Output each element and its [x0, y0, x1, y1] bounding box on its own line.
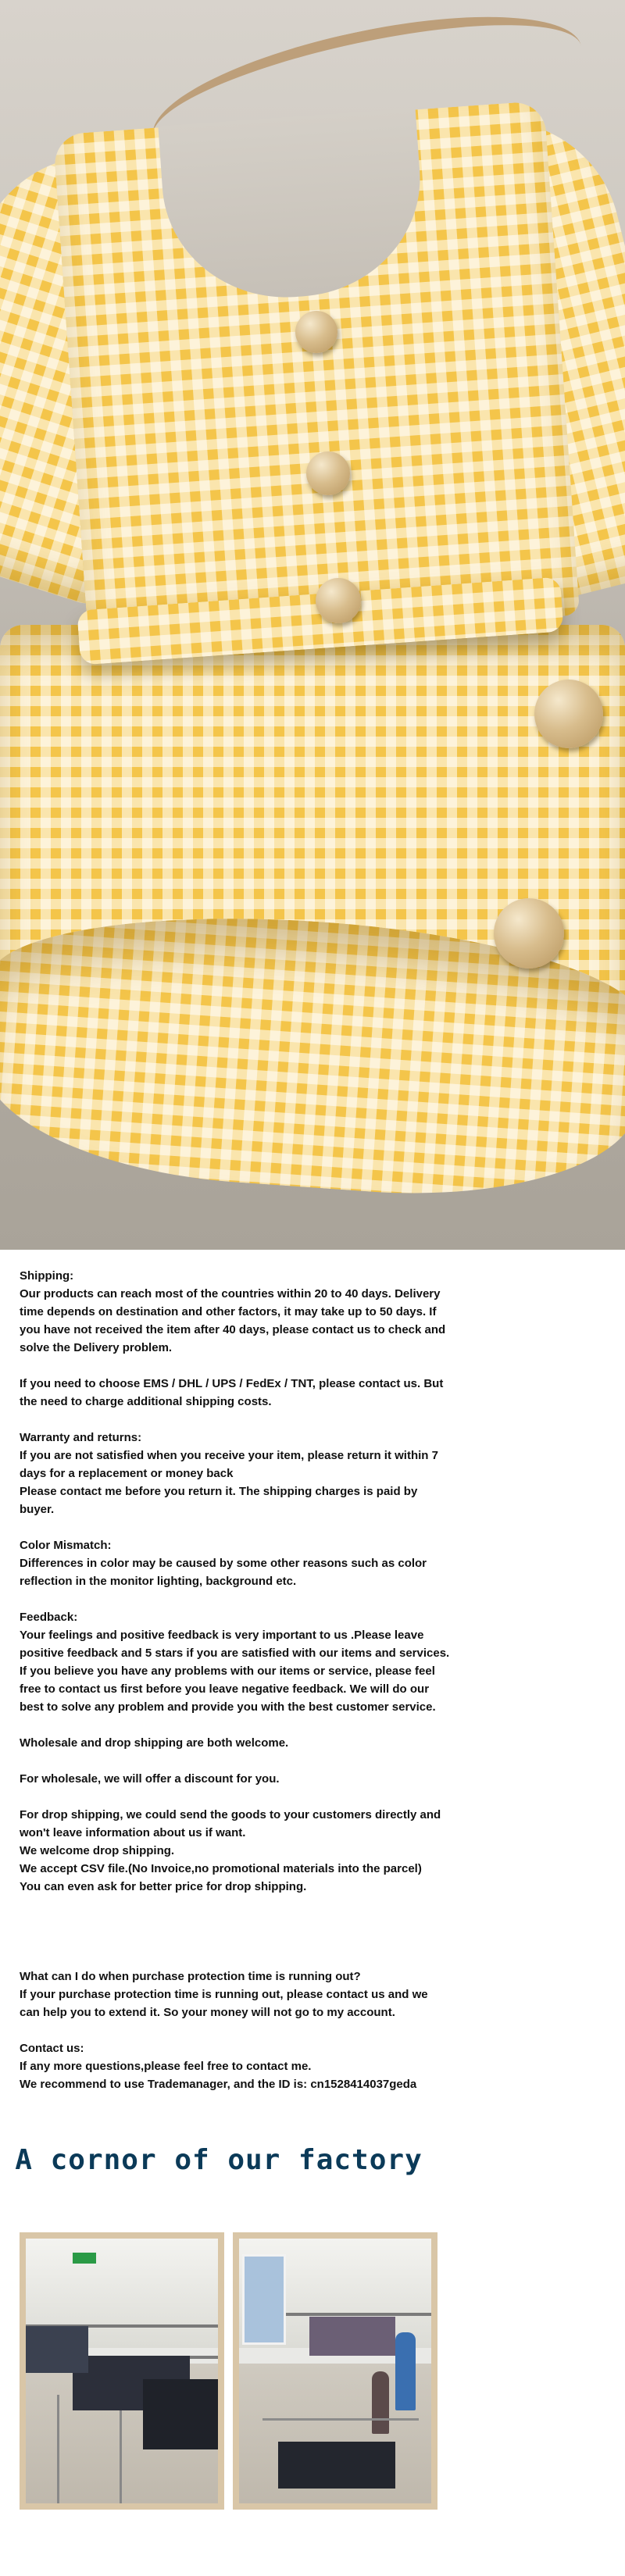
drop-shipping-text-4: You can even ask for better price for drop shipping. — [20, 1880, 307, 1893]
skirt-button-icon — [534, 680, 603, 748]
warranty-text-1: If you are not satisfied when you receive your item, please return it within 7 days for a replacement or money back — [20, 1449, 438, 1480]
contact-heading: Contact us: — [20, 2042, 84, 2055]
warranty-heading: Warranty and returns: — [20, 1431, 142, 1444]
feedback-text: Your feelings and positive feedback is very important to us .Please leave positive feedback and 5 stars if you are satisfied with our items and services. If you believe you have any problems with our items or service, please feel free to contact us first before you leave negative feedback. We will do our best to solve any problem and provide you with the best customer service. — [20, 1629, 450, 1714]
product-photo — [0, 0, 625, 1250]
blouse-button-icon — [316, 578, 361, 623]
shipping-text: Our products can reach most of the countries within 20 to 40 days. Delivery time depends on destination and other factors, it may take up to 50 days. If you have not received the item after 40 days, please contact us to check and solve the Delivery problem. — [20, 1287, 446, 1354]
blouse-button-icon — [295, 311, 338, 353]
factory-clothing-racks-photo — [20, 2232, 224, 2510]
feedback-heading: Feedback: — [20, 1611, 78, 1624]
color-mismatch-heading: Color Mismatch: — [20, 1539, 112, 1552]
factory-title: A cornor of our factory — [15, 2144, 423, 2176]
shipping-heading: Shipping: — [20, 1269, 74, 1283]
contact-text-1: If any more questions,please feel free to contact me. — [20, 2060, 312, 2073]
exit-sign-icon — [73, 2253, 96, 2264]
skirt-button-icon — [494, 898, 564, 969]
drop-shipping-text-2: We welcome drop shipping. — [20, 1844, 175, 1857]
protection-answer: If your purchase protection time is running out, please contact us and we can help you to extend it. So your money will not go to my account. — [20, 1988, 428, 2019]
color-mismatch-text: Differences in color may be caused by some other reasons such as color reflection in the monitor lighting, background etc. — [20, 1557, 427, 1588]
warranty-text-2: Please contact me before you return it. The shipping charges is paid by buyer. — [20, 1485, 418, 1516]
drop-shipping-text-1: For drop shipping, we could send the goods to your customers directly and won't leave information about us if want. — [20, 1808, 441, 1839]
wholesale-discount-text: For wholesale, we will offer a discount for you. — [20, 1772, 280, 1786]
drop-shipping-text-3: We accept CSV file.(No Invoice,no promotional materials into the parcel) — [20, 1862, 422, 1875]
blouse-button-icon — [306, 451, 350, 495]
wholesale-both-text: Wholesale and drop shipping are both welcome. — [20, 1736, 289, 1750]
factory-workers-photo — [233, 2232, 438, 2510]
protection-question: What can I do when purchase protection time is running out? — [20, 1970, 361, 1983]
contact-text-2: We recommend to use Trademanager, and the ID is: cn1528414037geda — [20, 2078, 417, 2091]
shipping-express-text: If you need to choose EMS / DHL / UPS / FedEx / TNT, please contact us. But the need to charge additional shipping costs. — [20, 1377, 444, 1408]
policy-text — [20, 1267, 451, 2093]
